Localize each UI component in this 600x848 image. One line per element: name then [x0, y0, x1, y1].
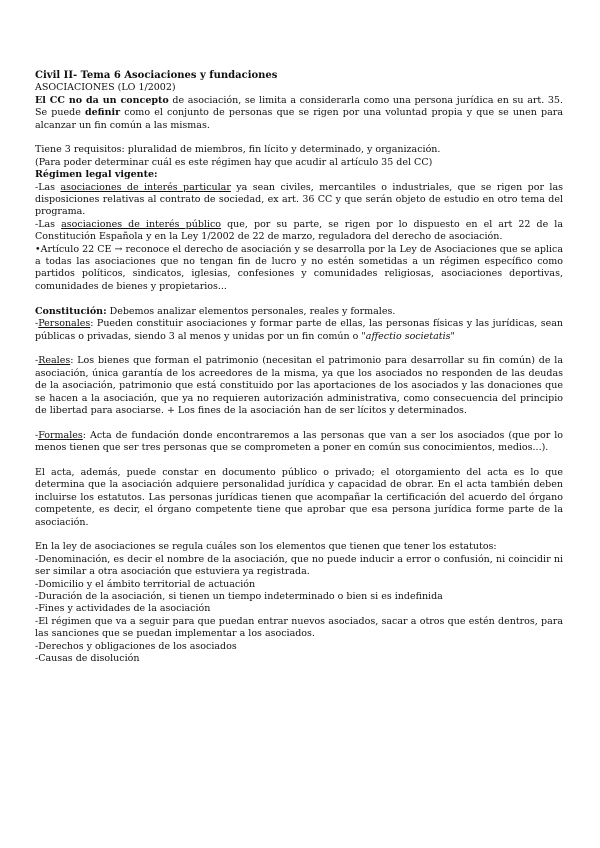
formales-text: : Acta de fundación donde encontraremos a las personas que van a ser los asociados (que por lo menos tienen que ser tres personas que se comprometen a poner en común sus conocimientos, medios...).	[35, 429, 563, 454]
estatutos-list	[35, 554, 563, 666]
reales-text: : Los bienes que forman el patrimonio (necesitan el patrimonio para desarrollar su fin común) de la asociación, única garantía de los acreedores de la misma, ya que los asociados no responden de las deudas de la asociación, patrimonio que está constituido por las aportaciones de los asociados y las donaciones que se hacen a la asociación, que ya no requieren autorización administrativa, como consecuencia del principio de libertad para asociarse. + Los fines de la asociación han de ser lícitos y determinados.	[35, 355, 563, 416]
regimen-item-articulo: •Artículo 22 CE → reconoce el derecho de asociación y se desarrolla por la Ley de Asociaciones que se aplica a todas las asociaciones que no tengan fin de lucro y no estén sometidas a un régimen específico como partidos políticos, sindicatos, iglesias, confesiones y comunidades religiosas, asociaciones deportivas, comunidades de bienes y propietarios...	[35, 243, 563, 292]
estatutos-list-item: -Derechos y obligaciones de los asociados	[35, 640, 237, 652]
reales-paragraph	[35, 355, 563, 417]
estatutos-list-item: -Fines y actividades de la asociación	[35, 603, 211, 615]
acta-paragraph: El acta, además, puede constar en documento público o privado; el otorgamiento del acta es lo que determina que la asociación adquiere personalidad jurídica y capacidad de obrar. En el acta también deben incluirse los estatutos. Las personas jurídicas tienen que acompañar la certificación del acuerdo del órgano competente, es decir, el órgano competente tiene que aprobar que esa persona jurídica forme parte de la asociación.	[35, 466, 563, 528]
formales-paragraph	[35, 430, 563, 455]
regimen-item-prefix: -Las	[35, 218, 62, 230]
intro-paragraph	[35, 95, 563, 132]
regimen-heading	[35, 169, 563, 181]
constitucion-heading: Constitución:	[35, 305, 107, 317]
intro-bold-definir: definir	[84, 107, 121, 119]
constitucion-paragraph	[35, 306, 563, 318]
requisitos-paragraph: Tiene 3 requisitos: pluralidad de miembros, fin lícito y determinado, y organización.	[35, 144, 441, 156]
estatutos-list-item: -Denominación, es decir el nombre de la asociación, que no puede inducir a error o confusión, ni coincidir ni ser similar a otra asociación que estuviera ya registrada.	[35, 553, 563, 578]
regimen-heading-text: Régimen legal vigente:	[35, 169, 158, 181]
regimen-item-particular	[35, 182, 563, 219]
regimen-item-underlined: asociaciones de interés particular	[60, 181, 231, 193]
intro-text-1: de asociación, se limita a considerarla como una persona jurídica en su art. 35. Se puede	[35, 94, 563, 119]
estatutos-list-item: -Duración de la asociación, si tienen un tiempo indeterminado o bien si es indefinida	[35, 590, 443, 602]
regimen-item-text: que, por su parte, se rigen por lo dispuesto en el art 22 de la Constitución Española y en la Ley 1/2002 de 22 de marzo, reguladora del derecho de asociación.	[35, 218, 564, 243]
document-body	[35, 70, 563, 665]
regimen-item-text: ya sean civiles, mercantiles o industriales, que se rigen por las disposiciones relativas al contrato de sociedad, ex art. 36 CC y que serán objeto de estudio en otro tema del programa.	[35, 181, 564, 218]
item-prefix: -	[35, 355, 39, 367]
personales-paragraph	[35, 318, 563, 343]
doc-title: Civil II- Tema 6 Asociaciones y fundaciones	[35, 70, 278, 81]
intro-bold: El CC no da un concepto	[35, 94, 169, 106]
estatutos-intro: En la ley de asociaciones se regula cuáles son los elementos que tienen que tener los estatutos:	[35, 541, 497, 553]
reales-label: Reales	[38, 355, 71, 367]
item-prefix: -	[35, 318, 39, 330]
estatutos-list-item: -El régimen que va a seguir para que puedan entrar nuevos asociados, sacar a otros que estén dentros, para las sanciones que se puedan implementar a los asociados.	[35, 615, 563, 640]
regimen-item-publico	[35, 219, 563, 244]
estatutos-list-item: -Domicilio y el ámbito territorial de actuación	[35, 578, 256, 590]
regimen-item-prefix: -Las	[35, 181, 61, 193]
estatutos-list-item: -Causas de disolución	[35, 653, 140, 664]
intro-text-2: como el conjunto de personas que se rigen por una voluntad propia y que se unen para alcanzar un fin común a las mismas.	[35, 107, 563, 131]
regimen-item-underlined: asociaciones de interés público	[61, 218, 222, 230]
personales-label: Personales	[38, 318, 91, 330]
requisitos-note: (Para poder determinar cuál es este régimen hay que acudir al artículo 35 del CC)	[35, 156, 433, 168]
doc-subtitle: ASOCIACIONES (LO 1/2002)	[35, 82, 176, 94]
formales-label: Formales	[38, 429, 83, 441]
personales-text: : Pueden constituir asociaciones y formar parte de ellas, las personas físicas y las jurídicas, sean públicas o privadas, siendo 3 al menos y unidas por un fin común o	[35, 318, 563, 342]
item-prefix: -	[35, 429, 39, 441]
personales-quote: "affectio societatis"	[361, 330, 455, 342]
constitucion-intro: Debemos analizar elementos personales, reales y formales.	[106, 305, 396, 317]
